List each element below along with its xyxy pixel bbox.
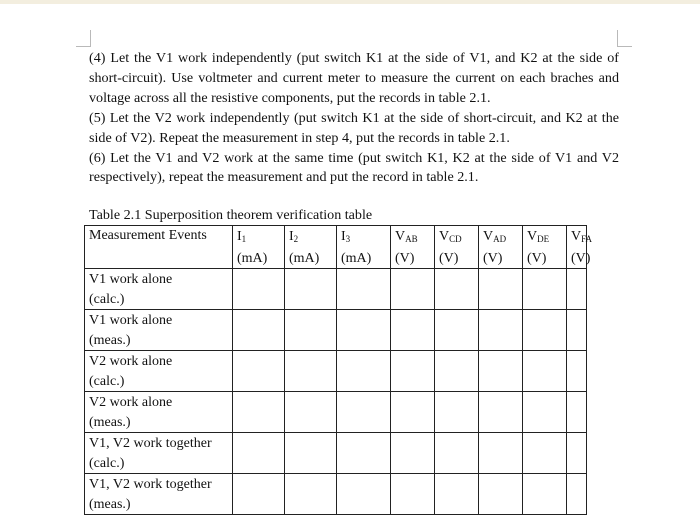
measurement-cell bbox=[337, 310, 391, 351]
measurement-cell bbox=[567, 351, 587, 392]
measurement-cell bbox=[391, 269, 435, 310]
measurement-cell bbox=[479, 474, 523, 515]
measurement-cell bbox=[567, 474, 587, 515]
measurement-cell bbox=[435, 474, 479, 515]
measurement-cell bbox=[391, 351, 435, 392]
measurement-cell bbox=[391, 392, 435, 433]
measurement-cell bbox=[233, 433, 285, 474]
header-measurement-events: Measurement Events bbox=[85, 226, 233, 269]
header-cell: $V_{FA}$ (V) bbox=[567, 226, 587, 269]
measurement-cell bbox=[337, 474, 391, 515]
row-label-line2: (meas.) bbox=[89, 332, 131, 348]
measurement-cell bbox=[285, 351, 337, 392]
measurement-cell bbox=[337, 269, 391, 310]
table-row bbox=[85, 269, 587, 310]
row-label-line1: V1, V2 work together bbox=[89, 477, 212, 492]
table-row bbox=[85, 310, 587, 351]
measurement-cell bbox=[523, 310, 567, 351]
row-label bbox=[85, 433, 233, 474]
measurement-cell bbox=[337, 433, 391, 474]
row-label bbox=[85, 392, 233, 433]
row-label-line2: (calc.) bbox=[89, 291, 125, 307]
measurement-cell bbox=[391, 433, 435, 474]
page-corner-mark-left bbox=[76, 30, 91, 47]
measurement-cell bbox=[435, 351, 479, 392]
table-header-row bbox=[85, 226, 587, 269]
measurement-cell bbox=[479, 392, 523, 433]
measurement-cell bbox=[337, 351, 391, 392]
measurement-cell bbox=[523, 269, 567, 310]
table-row bbox=[85, 351, 587, 392]
row-label bbox=[85, 310, 233, 351]
measurement-cell bbox=[435, 310, 479, 351]
header-cell: $V_{AB}$ (V) bbox=[391, 226, 435, 269]
measurement-cell bbox=[523, 351, 567, 392]
measurement-cell bbox=[233, 351, 285, 392]
measurement-cell bbox=[391, 310, 435, 351]
measurement-cell bbox=[285, 392, 337, 433]
measurement-cell bbox=[233, 474, 285, 515]
measurement-cell bbox=[479, 269, 523, 310]
measurement-cell bbox=[391, 474, 435, 515]
table-row bbox=[85, 392, 587, 433]
row-label bbox=[85, 269, 233, 310]
header-cell: $I_3$ (mA) bbox=[337, 226, 391, 269]
measurement-cell bbox=[479, 310, 523, 351]
page-corner-mark-right bbox=[617, 30, 632, 47]
row-label-line1: V1 work alone bbox=[89, 272, 173, 287]
row-label-line1: V1 work alone bbox=[89, 313, 173, 328]
row-label-line2: (meas.) bbox=[89, 414, 131, 430]
measurement-cell bbox=[435, 392, 479, 433]
measurement-cell bbox=[435, 269, 479, 310]
measurement-cell bbox=[567, 392, 587, 433]
paragraph-step-4: (4) Let the V1 work independently (put switch K1 at the side of V1, and K2 at the side of short-circuit). Use voltmeter and current meter to measure the current on each braches and voltage across all the resistive components, put the records in table 2.1. bbox=[89, 50, 619, 106]
row-label bbox=[85, 351, 233, 392]
measurement-cell bbox=[479, 433, 523, 474]
row-label-line2: (calc.) bbox=[89, 373, 125, 389]
measurement-cell bbox=[523, 474, 567, 515]
measurement-cell bbox=[285, 269, 337, 310]
measurement-cell bbox=[233, 310, 285, 351]
measurement-cell bbox=[337, 392, 391, 433]
header-cell: $I_1$ (mA) bbox=[233, 226, 285, 269]
row-label-line2: (calc.) bbox=[89, 455, 125, 471]
paragraph-step-6: (6) Let the V1 and V2 work at the same time (put switch K1, K2 at the side of V1 and V2 respectively), repeat the measurement and put the record in table 2.1. bbox=[89, 149, 619, 186]
row-label-line1: V1, V2 work together bbox=[89, 436, 212, 451]
superposition-table bbox=[84, 225, 592, 515]
measurement-cell bbox=[285, 474, 337, 515]
row-label bbox=[85, 474, 233, 515]
header-cell: $V_{CD}$ (V) bbox=[435, 226, 479, 269]
measurement-cell bbox=[567, 310, 587, 351]
measurement-cell bbox=[567, 433, 587, 474]
header-cell: $V_{DE}$ (V) bbox=[523, 226, 567, 269]
paragraph-step-5: (5) Let the V2 work independently (put switch K1 at the side of short-circuit, and K2 at the side of V2). Repeat the measurement in step 4, put the records in table 2.1. bbox=[89, 109, 619, 146]
row-label-line1: V2 work alone bbox=[89, 354, 173, 369]
header-cell: $I_2$ (mA) bbox=[285, 226, 337, 269]
measurement-cell bbox=[285, 310, 337, 351]
measurement-cell bbox=[523, 392, 567, 433]
instruction-paragraphs bbox=[89, 49, 619, 188]
row-label-line2: (meas.) bbox=[89, 496, 131, 512]
measurement-cell bbox=[479, 351, 523, 392]
header-cell: $V_{AD}$ (V) bbox=[479, 226, 523, 269]
measurement-cell bbox=[233, 392, 285, 433]
table-caption: Table 2.1 Superposition theorem verification table bbox=[89, 207, 373, 223]
measurement-cell bbox=[233, 269, 285, 310]
measurement-cell bbox=[285, 433, 337, 474]
table-row bbox=[85, 474, 587, 515]
table-row bbox=[85, 433, 587, 474]
measurement-cell bbox=[435, 433, 479, 474]
row-label-line1: V2 work alone bbox=[89, 395, 173, 410]
measurement-cell bbox=[523, 433, 567, 474]
measurement-cell bbox=[567, 269, 587, 310]
top-page-strip bbox=[0, 0, 700, 4]
